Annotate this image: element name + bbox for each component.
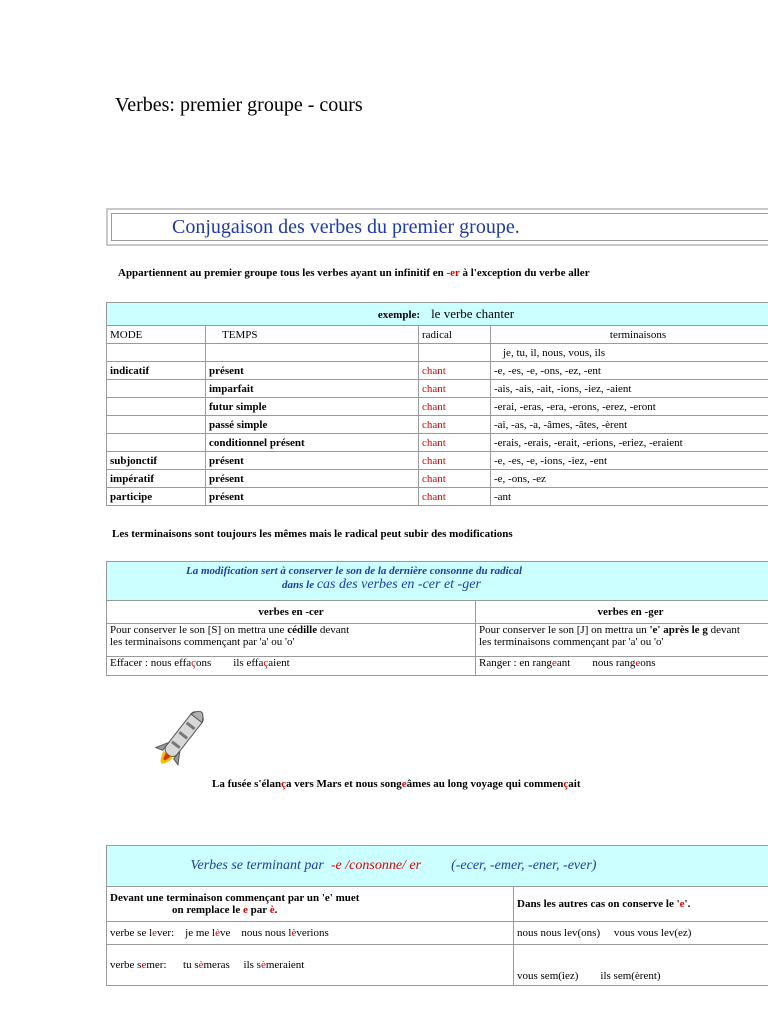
cer-ger-table xyxy=(106,561,768,676)
pronouns: je, tu, il, nous, vous, ils xyxy=(491,344,768,362)
col-ger-header: verbes en -ger xyxy=(476,601,768,624)
modification-note: Les terminaisons sont toujours les mêmes mais le radical peut subir des modifications xyxy=(112,528,513,540)
table-row: indicatif présent chant -e, -es, -e, -ons, -ez, -ent xyxy=(107,362,768,380)
cer-rule: Pour conserver le son [S] on mettra une cédille devant les terminaisons commençant par 'a' ou 'o' xyxy=(107,624,476,657)
conjugation-table xyxy=(106,302,768,506)
rocket-icon xyxy=(138,700,218,789)
banner-title: Conjugaison des verbes du premier groupe. xyxy=(172,216,520,238)
left-header: Devant une terminaison commençant par un 'e' muet on remplace le e par è. xyxy=(107,887,514,922)
table-row: participe présent chant -ant xyxy=(107,488,768,506)
row1-left: verbe se lever: je me lève nous nous lèverions xyxy=(107,922,514,945)
table-caption: Verbes se terminant par -e /consonne/ er (-ecer, -emer, -ener, -ever) xyxy=(107,846,768,887)
example-sentence: La fusée s'élança vers Mars et nous songeâmes au long voyage qui commençait xyxy=(212,778,581,790)
header-terminaisons: terminaisons xyxy=(491,326,768,344)
ger-rule: Pour conserver le son [J] on mettra un 'e' après le g devant les terminaisons commençant par 'a' ou 'o' xyxy=(476,624,768,657)
right-header: Dans les autres cas on conserve le 'e'. xyxy=(514,887,768,922)
table-row: conditionnel présent chant -erais, -erais, -erait, -erions, -eriez, -eraient xyxy=(107,434,768,452)
table-caption: exemple: le verbe chanter xyxy=(107,303,768,326)
header-temps: TEMPS xyxy=(206,326,419,344)
table-row: futur simple chant -erai, -eras, -era, -erons, -erez, -eront xyxy=(107,398,768,416)
page-title: Verbes: premier groupe - cours xyxy=(115,94,363,116)
table-caption: La modification sert à conserver le son de la dernière consonne du radical dans le cas des verbes en -cer et -ger xyxy=(107,562,768,601)
table-row: passé simple chant -ai, -as, -a, -âmes, -âtes, -èrent xyxy=(107,416,768,434)
header-radical: radical xyxy=(419,326,491,344)
intro-text: Appartiennent au premier groupe tous les verbes ayant un infinitif en -er à l'exception du verbe aller xyxy=(118,267,590,279)
e-consonne-er-table xyxy=(106,845,768,986)
section-banner xyxy=(106,208,768,246)
table-row: subjonctif présent chant -e, -es, -e, -ions, -iez, -ent xyxy=(107,452,768,470)
table-row: impératif présent chant -e, -ons, -ez xyxy=(107,470,768,488)
row2-right: vous sem(iez) ils sem(èrent) xyxy=(514,945,768,986)
header-mode: MODE xyxy=(107,326,206,344)
table-row: imparfait chant -ais, -ais, -ait, -ions, -iez, -aient xyxy=(107,380,768,398)
col-cer-header: verbes en -cer xyxy=(107,601,476,624)
row1-right: nous nous lev(ons) vous vous lev(ez) xyxy=(514,922,768,945)
row2-left: verbe semer: tu sèmeras ils sèmeraient xyxy=(107,945,514,986)
cer-example: Effacer : nous effaçons ils effaçaient xyxy=(107,657,476,676)
ger-example: Ranger : en rangeant nous rangeons xyxy=(476,657,768,676)
